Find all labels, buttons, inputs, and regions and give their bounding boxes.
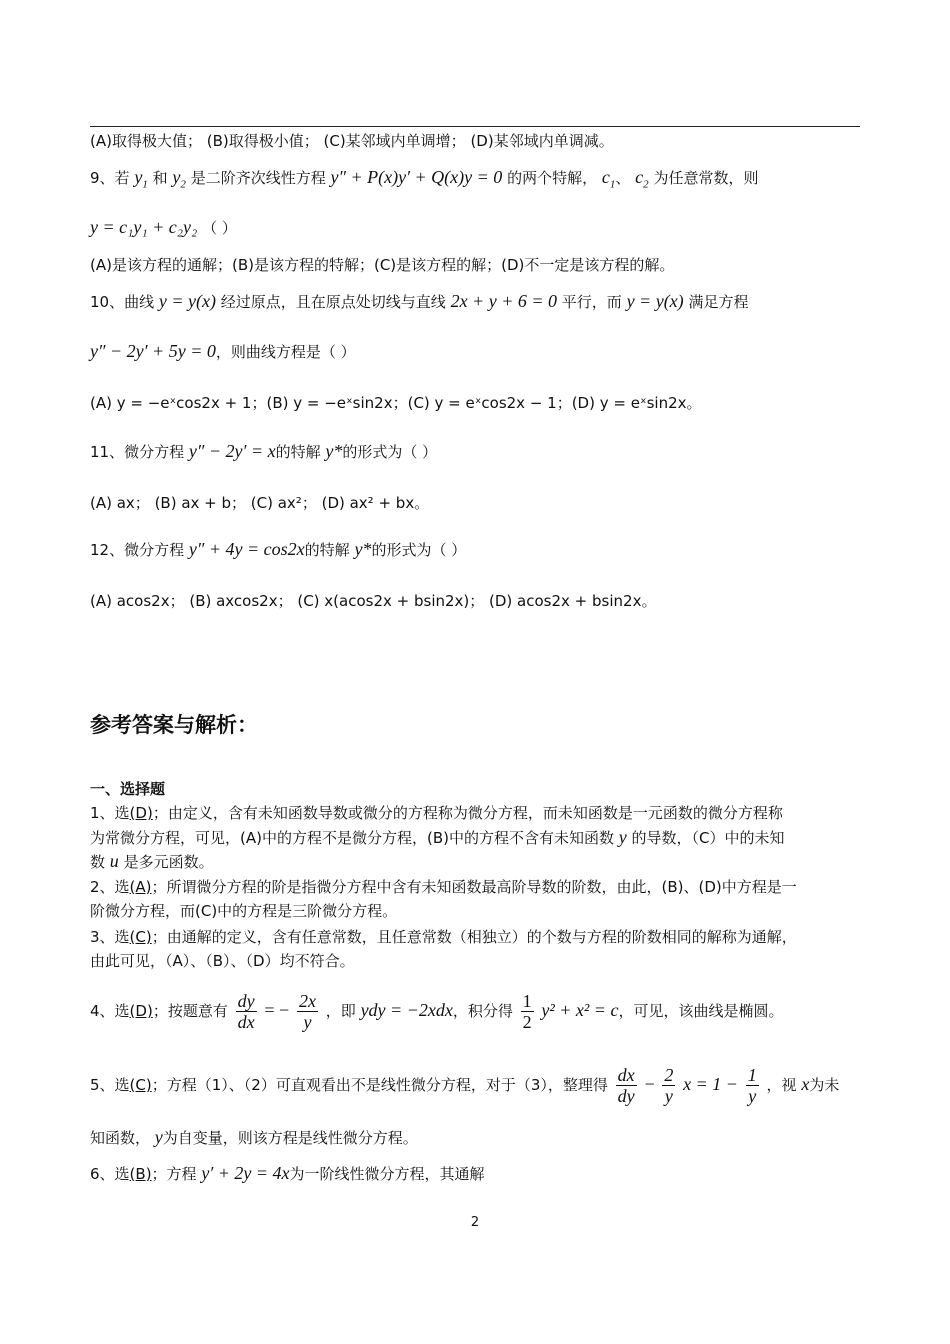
answer-1-line1: 1、选(D)；由定义，含有未知函数导数或微分的方程称为微分方程，而未知函数是一元函数的微分方程称 — [90, 804, 783, 822]
q9-options: (A)是该方程的通解；(B)是该方程的特解；(C)是该方程的解；(D)不一定是该方程的解。 — [90, 256, 675, 274]
question-9-line2: y = c₁y₁ + c₂y₂ （ ） — [90, 217, 237, 237]
q12-options: (A) acos2x； (B) axcos2x； (C) x(acos2x + bsin2x)； (D) acos2x + bsin2x。 — [90, 592, 657, 610]
page-number: 2 — [470, 1215, 480, 1230]
header-rule — [90, 126, 860, 127]
q8-options: (A)取得极大值； (B)取得极小值； (C)某邻域内单调增； (D)某邻域内单调减。 — [90, 132, 614, 150]
answer-6: 6、选(B)；方程 y′ + 2y = 4x为一阶线性微分方程，其通解 — [90, 1163, 485, 1183]
q10-equation: y″ − 2y′ + 5y = 0 — [90, 341, 216, 361]
answers-heading: 参考答案与解析： — [90, 713, 258, 737]
answer-1-line2: 为常微分方程，可见，(A)中的方程不是微分方程，(B)中的方程不含有未知函数 y 的导数，（C）中的未知 — [90, 827, 785, 847]
answer-3-line2: 由此可见，（A）、（B）、（D）均不符合。 — [90, 952, 355, 970]
question-10-line1: 10、曲线 y = y(x) 经过原点，且在原点处切线与直线 2x + y + 6 = 0 平行，而 y = y(x) 满足方程 — [90, 291, 749, 311]
answer-5-line2: 知函数， y为自变量，则该方程是线性微分方程。 — [90, 1127, 418, 1147]
question-11: 11、微分方程 y″ − 2y′ = x的特解 y*的形式为（ ） — [90, 441, 438, 461]
answer-3-line1: 3、选(C)；由通解的定义，含有任意常数，且任意常数（相独立）的个数与方程的阶数相同的解称为通解， — [90, 928, 797, 946]
q11-options: (A) ax； (B) ax + b； (C) ax²； (D) ax² + bx。 — [90, 494, 430, 512]
q9-equation: y″ + P(x)y′ + Q(x)y = 0 — [330, 167, 503, 187]
question-10-line2: y″ − 2y′ + 5y = 0，则曲线方程是（ ） — [90, 341, 356, 361]
q10-options: (A) y = −eˣcos2x + 1；(B) y = −eˣsin2x；(C) y = eˣcos2x − 1；(D) y = eˣsin2x。 — [90, 394, 702, 412]
answer-1-line3: 数 u 是多元函数。 — [90, 851, 214, 871]
answer-5-line1: 5、选(C)；方程（1）、（2）可直观看出不是线性微分方程，对于（3），整理得 $\frac{dx}{dy}$ − $\frac{2}{y}$ x = 1 − $\frac{1}{y}$ ，视 x为未 — [90, 1065, 840, 1106]
question-9-line1: 9、若 $y_1$ 和 $y_2$ 是二阶齐次线性方程 y″ + P(x)y′ + Q(x)y = 0 的两个特解， $c_1$、 $c_2$ 为任意常数，则 — [90, 167, 759, 191]
question-12: 12、微分方程 y″ + 4y = cos2x的特解 y*的形式为（ ） — [90, 539, 467, 559]
answer-2-line2: 阶微分方程，而(C)中的方程是三阶微分方程。 — [90, 902, 398, 920]
q9-expression: y = c₁y₁ + c₂y₂ — [90, 217, 198, 237]
section-choice-questions: 一、选择题 — [90, 780, 166, 798]
answer-4: 4、选(D)；按题意有 $\frac{dy}{dx}$ = − $\frac{2x}{y}$ ，即 ydy = −2xdx，积分得 $\frac{1}{2}$ y² + x² = c，可见，该曲线是椭圆。 — [90, 991, 784, 1032]
answer-2-line1: 2、选(A)；所谓微分方程的阶是指微分方程中含有未知函数最高阶导数的阶数，由此，(B)、(D)中方程是一 — [90, 878, 797, 896]
